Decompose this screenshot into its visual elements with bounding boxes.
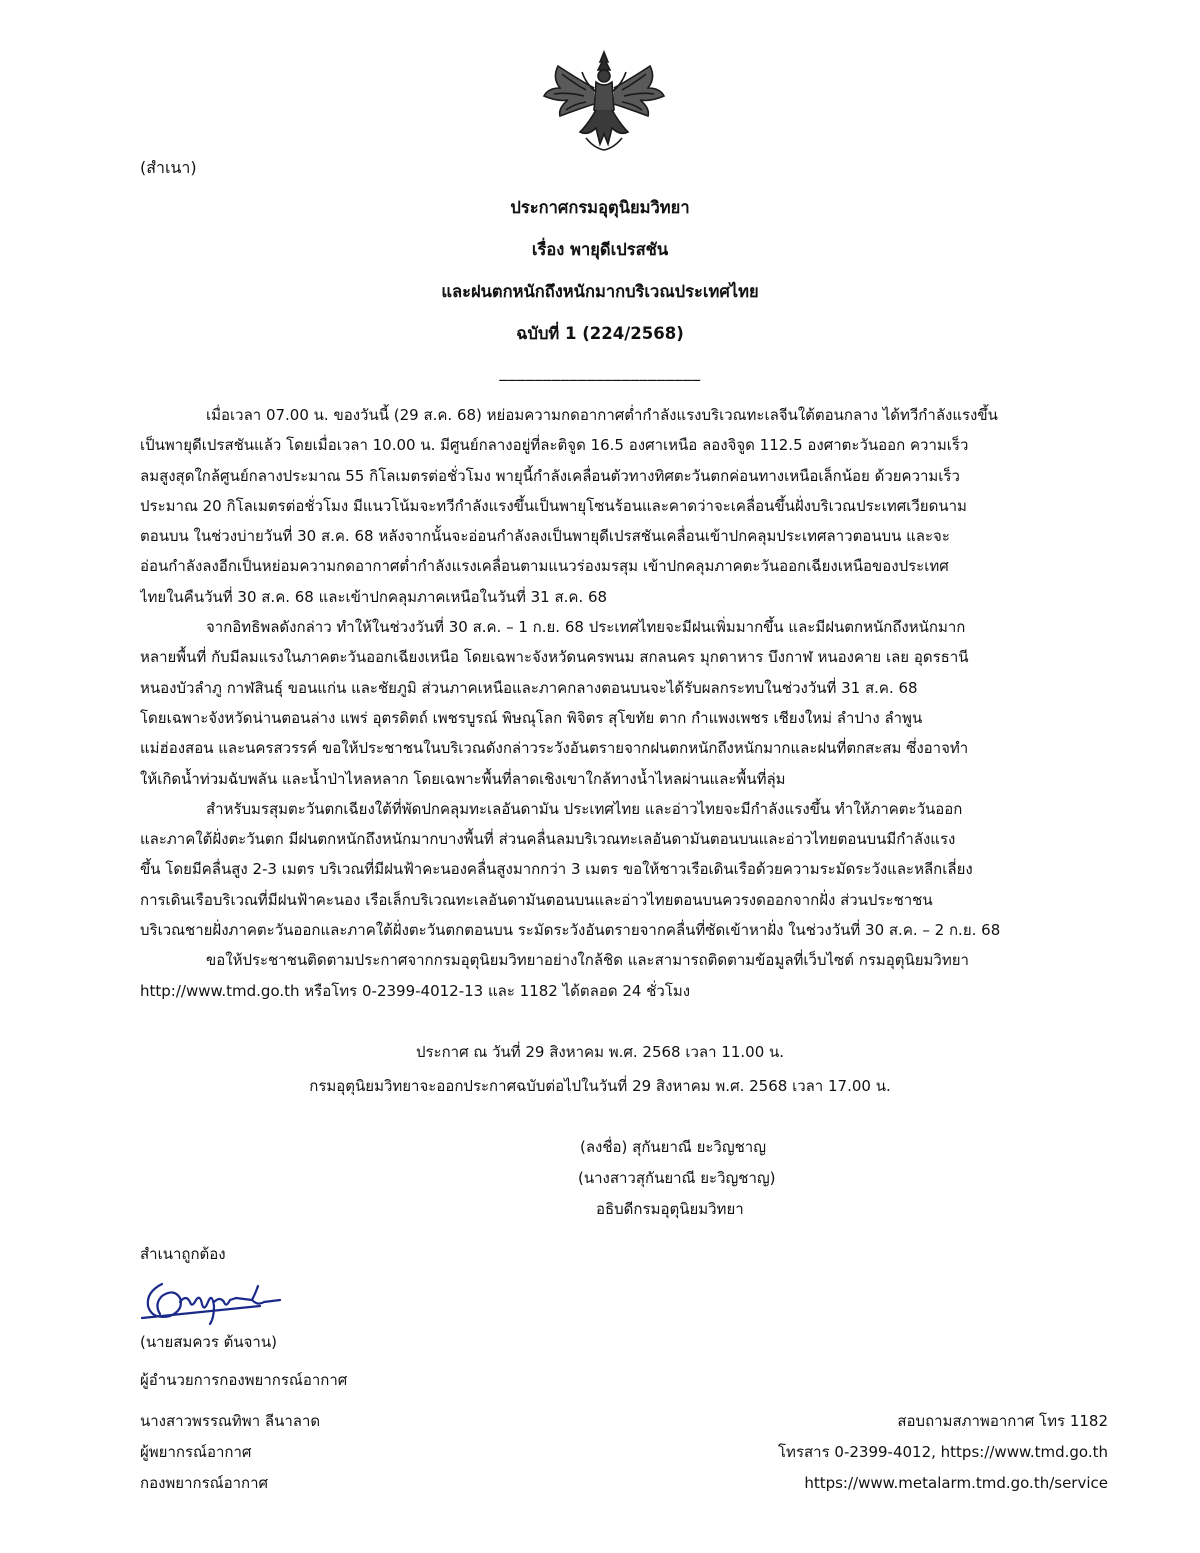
paragraph-line: http://www.tmd.go.th หรือโทร 0-2399-4012-13 และ 1182 ได้ตลอด 24 ชั่วโมง: [140, 981, 691, 1000]
announcement-header: [200, 200, 1000, 381]
paragraph-line: เป็นพายุดีเปรสชันแล้ว โดยเมื่อเวลา 10.00 น. มีศูนย์กลางอยู่ที่ละติจูด 16.5 องศาเหนือ ลองจิจูด 112.5 องศาตะวันออก ความเร็ว: [140, 436, 969, 455]
signatory-full-name: (นางสาวสุกันยาณี ยะวิญชาญ): [578, 1169, 776, 1187]
header-title: ประกาศกรมอุตุนิยมวิทยา: [510, 198, 690, 217]
paragraph-line: ลมสูงสุดใกล้ศูนย์กลางประมาณ 55 กิโลเมตรต่อชั่วโมง พายุนี้กำลังเคลื่อนตัวทางทิศตะวันตกค่อนทางเหนือเล็กน้อย ด้วยความเร็ว: [140, 466, 960, 485]
contact-phone: สอบถามสภาพอากาศ โทร 1182: [897, 1412, 1108, 1430]
paragraph-storm-status: [140, 400, 1080, 612]
contact-fax-website[interactable]: โทรสาร 0-2399-4012, https://www.tmd.go.th: [778, 1443, 1108, 1461]
paragraph-line: การเดินเรือบริเวณที่มีฝนฟ้าคะนอง เรือเล็กบริเวณทะเลอันดามันตอนบนและอ่าวไทยตอนบนควรงดออกจากฝั่ง ส่วนประชาชน: [140, 890, 933, 909]
forecaster-info: [140, 1406, 320, 1499]
handwritten-signature: [140, 1272, 290, 1326]
paragraph-line: บริเวณชายฝั่งภาคตะวันออกและภาคใต้ฝั่งตะวันตกตอนบน ระมัดระวังอันตรายจากคลื่นที่ซัดเข้าหาฝั่ง ในช่วงวันที่ 30 ส.ค. – 2 ก.ย. 68: [140, 921, 1001, 940]
header-subject-cont: และฝนตกหนักถึงหนักมากบริเวณประเทศไทย: [441, 282, 759, 301]
certification-position: ผู้อำนวยการกองพยากรณ์อากาศ: [140, 1371, 348, 1389]
header-subject: เรื่อง พายุดีเปรสชัน: [531, 240, 669, 259]
copy-label: (สำเนา): [140, 158, 197, 177]
paragraph-line: ให้เกิดน้ำท่วมฉับพลัน และน้ำป่าไหลหลาก โดยเฉพาะพื้นที่ลาดเชิงเขาใกล้ทางน้ำไหลผ่านและพื้นที่ลุ่ม: [140, 769, 786, 788]
paragraph-line: โดยเฉพาะจังหวัดน่านตอนล่าง แพร่ อุตรดิตถ์ เพชรบูรณ์ พิษณุโลก พิจิตร สุโขทัย ตาก กำแพงเพชร เชียงใหม่ ลำปาง ลำพูน: [140, 708, 923, 727]
paragraph-monsoon: [140, 794, 1080, 945]
forecaster-name: นางสาวพรรณทิพา ลีนาลาด: [140, 1412, 321, 1430]
garuda-emblem-icon: [538, 48, 670, 152]
forecaster-division: กองพยากรณ์อากาศ: [140, 1474, 269, 1492]
paragraph-line: แม่ฮ่องสอน และนครสวรรค์ ขอให้ประชาชนในบริเวณดังกล่าวระวังอันตรายจากฝนตกหนักถึงหนักมากและฝนที่ตกสะสม ซึ่งอาจทำ: [140, 739, 969, 758]
signatory-signed: (ลงชื่อ) สุกันยาณี ยะวิญชาญ: [580, 1138, 766, 1156]
header-separator: _______________________: [499, 362, 701, 381]
next-issue-notice: กรมอุตุนิยมวิทยาจะออกประกาศฉบับต่อไปในวันที่ 29 สิงหาคม พ.ศ. 2568 เวลา 17.00 น.: [309, 1077, 891, 1095]
certification-block: [140, 1242, 347, 1392]
paragraph-line: และภาคใต้ฝั่งตะวันตก มีฝนตกหนักถึงหนักมากบางพื้นที่ ส่วนคลื่นลมบริเวณทะเลอันดามันตอนบนและอ่าวไทยตอนบนมีกำลังแรง: [140, 830, 956, 849]
paragraph-line: จากอิทธิพลดังกล่าว ทำให้ในช่วงวันที่ 30 ส.ค. – 1 ก.ย. 68 ประเทศไทยจะมีฝนเพิ่มมากขึ้น และมีฝนตกหนักถึงหนักมาก: [206, 618, 966, 637]
forecaster-title: ผู้พยากรณ์อากาศ: [140, 1443, 252, 1461]
announcement-date: ประกาศ ณ วันที่ 29 สิงหาคม พ.ศ. 2568 เวลา 11.00 น.: [415, 1043, 785, 1061]
paragraph-line: ประมาณ 20 กิโลเมตรต่อชั่วโมง มีแนวโน้มจะทวีกำลังแรงขึ้นเป็นพายุโซนร้อนและคาดว่าจะเคลื่อนขึ้นฝั่งบริเวณประเทศเวียดนาม: [140, 496, 967, 515]
paragraph-line: หลายพื้นที่ กับมีลมแรงในภาคตะวันออกเฉียงเหนือ โดยเฉพาะจังหวัดนครพนม สกลนคร มุกดาหาร บึงกาฬ หนองคาย เลย อุดรธานี: [140, 648, 969, 667]
contact-metalarm-link[interactable]: https://www.metalarm.tmd.go.th/service: [804, 1474, 1108, 1492]
paragraph-line: สำหรับมรสุมตะวันตกเฉียงใต้ที่พัดปกคลุมทะเลอันดามัน ประเทศไทย และอ่าวไทยจะมีกำลังแรงขึ้น ทำให้ภาคตะวันออก: [206, 799, 963, 818]
paragraph-line: ไทยในคืนวันที่ 30 ส.ค. 68 และเข้าปกคลุมภาคเหนือในวันที่ 31 ส.ค. 68: [140, 587, 608, 606]
contact-info: [778, 1406, 1108, 1499]
announcement-body: [140, 400, 1080, 1006]
signatory-block: [540, 1132, 860, 1225]
paragraph-line: เมื่อเวลา 07.00 น. ของวันนี้ (29 ส.ค. 68) หย่อมความกดอากาศต่ำกำลังแรงบริเวณทะเลจีนใต้ตอนกลาง ได้ทวีกำลังแรงขึ้น: [206, 406, 998, 424]
paragraph-line: อ่อนกำลังลงอีกเป็นหย่อมความกดอากาศต่ำกำลังแรงเคลื่อนตามแนวร่องมรสุม เข้าปกคลุมภาคตะวันออกเฉียงเหนือของประเทศ: [140, 557, 949, 576]
paragraph-line: ขึ้น โดยมีคลื่นสูง 2-3 เมตร บริเวณที่มีฝนฟ้าคะนองคลื่นสูงมากกว่า 3 เมตร ขอให้ชาวเรือเดินเรือด้วยความระมัดระวังและหลีกเลี่ยง: [140, 860, 973, 879]
paragraph-line: หนองบัวลำภู กาฬสินธุ์ ขอนแก่น และชัยภูมิ ส่วนภาคเหนือและภาคกลางตอนบนจะได้รับผลกระทบในช่วงวันที่ 31 ส.ค. 68: [140, 678, 918, 697]
paragraph-impact: [140, 612, 1080, 794]
signatory-position: อธิบดีกรมอุตุนิยมวิทยา: [596, 1200, 744, 1218]
paragraph-line: ตอนบน ในช่วงบ่ายวันที่ 30 ส.ค. 68 หลังจากนั้นจะอ่อนกำลังลงเป็นพายุดีเปรสชันเคลื่อนเข้าปกคลุมประเทศลาวตอนบน และจะ: [140, 527, 950, 546]
certification-label: สำเนาถูกต้อง: [140, 1245, 226, 1263]
paragraph-line: ขอให้ประชาชนติดตามประกาศจากกรมอุตุนิยมวิทยาอย่างใกล้ชิด และสามารถติดตามข้อมูลที่เว็บไซต์ กรมอุตุนิยมวิทยา: [206, 951, 969, 970]
certification-name: (นายสมควร ต้นจาน): [140, 1333, 277, 1351]
header-issue-number: ฉบับที่ 1 (224/2568): [516, 324, 684, 343]
paragraph-contact: [140, 945, 1080, 1006]
